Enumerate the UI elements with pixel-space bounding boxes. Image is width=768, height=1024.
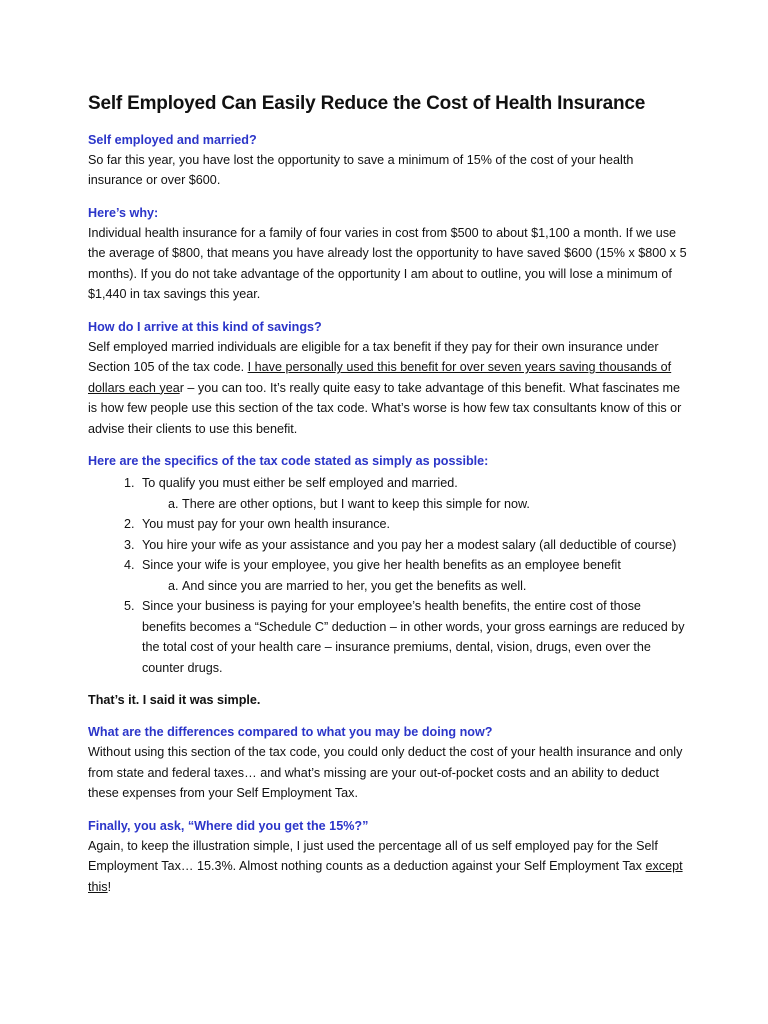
section-fifteen-percent [88,816,688,898]
thats-it-line: That’s it. I said it was simple. [88,693,261,708]
heading-why: Here’s why: [88,205,159,220]
sub-list-item: a. And since you are married to her, you get the benefits as well. [182,576,688,597]
paragraph-savings [88,337,688,440]
savings-text-start: Self employed married individuals are eligible for a tax benefit if they pay for their own insurance under Section 105 of the tax code. [88,339,659,375]
heading-married: Self employed and married? [88,132,257,147]
paragraph-differences: Without using this section of the tax code, you could only deduct the cost of your health insurance and only from state and federal taxes… and what’s missing are your out-of-pocket costs and an ability to deduct these expenses from your Self Employment Tax. [88,745,683,801]
section-married [88,130,688,191]
heading-specifics: Here are the specifics of the tax code stated as simply as possible: [88,454,489,469]
list-item-text: You hire your wife as your assistance and you pay her a modest salary (all deductible of course) [142,537,677,552]
list-item [138,514,688,535]
list-item [138,596,688,678]
sub-list [142,494,688,515]
paragraph-married: So far this year, you have lost the opportunity to save a minimum of 15% of the cost of your health insurance or over $600. [88,152,634,188]
section-differences [88,722,688,804]
section-specifics [88,451,688,678]
fifteen-text-start: Again, to keep the illustration simple, I just used the percentage all of us self employed pay for the Self Employment Tax… 15.3%. Almost nothing counts as a deduction against your Self Employment Tax [88,838,658,874]
list-item [138,555,688,596]
list-item-text: Since your business is paying for your employee’s health benefits, the entire cost of those benefits becomes a “Schedule C” deduction – in other words, your gross earnings are reduced by the total cost of your health care – insurance premiums, dental, vision, drugs, even over the counter drugs. [142,599,685,675]
section-why [88,203,688,305]
list-item [138,535,688,556]
specifics-list [88,473,688,678]
heading-fifteen-percent: Finally, you ask, “Where did you get the 15%?” [88,818,369,833]
section-savings [88,317,688,440]
paragraph-fifteen-percent [88,836,688,898]
document-page [88,92,688,909]
section-thats-it [88,690,688,710]
heading-savings: How do I arrive at this kind of savings? [88,319,322,334]
list-item [138,473,688,514]
savings-underlined-text: I have personally used this benefit for over seven years saving thousands of dollars each yea [88,360,672,395]
savings-text-end: r – you can too. It’s really quite easy to take advantage of this benefit. What fascinates me is how few people use this section of the tax code. What’s worse is how few tax consultants know of this or advise their clients to use this benefit. [88,380,682,436]
paragraph-why: Individual health insurance for a family of four varies in cost from $500 to about $1,100 a month. If we use the average of $800, that means you have already lost the opportunity to have saved $600 (15% x $800 x 5 months). If you do not take advantage of the opportunity I am about to outline, you will lose a minimum of $1,440 in tax savings this year. [88,225,687,302]
document-title: Self Employed Can Easily Reduce the Cost of Health Insurance [88,93,646,114]
heading-differences: What are the differences compared to what you may be doing now? [88,725,493,740]
sub-list-item: a. There are other options, but I want to keep this simple for now. [182,494,688,515]
list-item-text: Since your wife is your employee, you give her health benefits as an employee benefit [142,558,621,573]
fifteen-underlined-text: except this [88,859,683,894]
list-item-text: To qualify you must either be self employed and married. [142,476,458,491]
list-item-text: You must pay for your own health insurance. [142,517,391,532]
fifteen-text-end: ! [107,879,112,894]
sub-list [142,576,688,597]
